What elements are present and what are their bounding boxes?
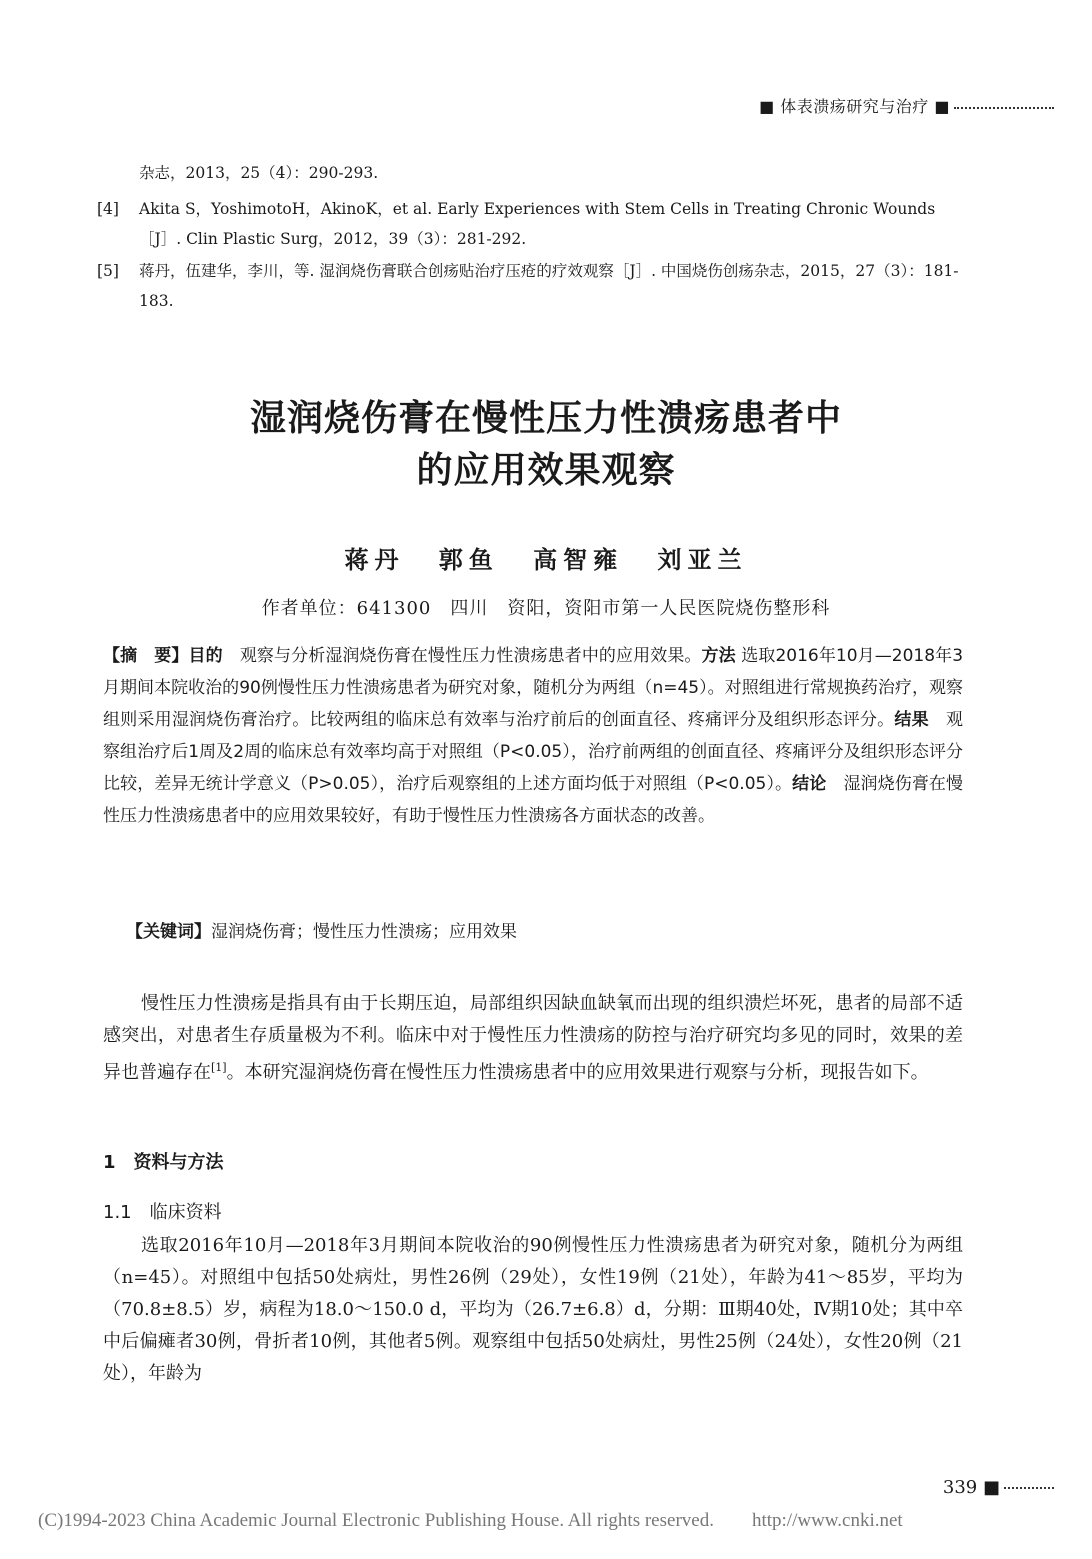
clinical-paragraph: 选取2016年10月—2018年3月期间本院收治的90例慢性压力性溃疡患者为研究对象，随机分为两组（n=45）。对照组中包括50处病灶，男性26例（29处），女性19例（21处），年龄为41～85岁，平均为（70.8±8.5）岁，病程为18.0～150.0 d，平均为（26.7±6.8）d，分期：Ⅲ期40处，Ⅳ期10处；其中卒中后偏瘫者30例，骨折者10例，其他者5例。观察组中包括50处病灶，男性25例（24处），女性20例（21处），年龄为 xyxy=(103,1235,964,1384)
reference-item xyxy=(97,194,977,254)
conclusion-text: 湿润烧伤膏在慢性压力性溃疡患者中的应用效果较好，有助于慢性压力性溃疡各方面状态的改善。 xyxy=(103,774,964,826)
reference-continuation xyxy=(97,158,977,188)
intro-text: 慢性压力性溃疡是指具有由于长期压迫，局部组织因缺血缺氧而出现的组织溃烂坏死，患者的局部不适感突出，对患者生存质量极为不利。临床中对于慢性压力性溃疡的防控与治疗研究均多见的同时，效果的差异也普遍存在 xyxy=(103,993,963,1083)
keywords xyxy=(126,917,517,942)
result-label: 结果 xyxy=(894,710,929,730)
article-title-line2: 的应用效果观察 xyxy=(416,449,676,491)
subsection-heading: 1.1 临床资料 xyxy=(103,1202,222,1223)
abstract-label: 【摘 要】 xyxy=(103,646,189,666)
reference-text: 蒋丹，伍建华，李川，等. 湿润烧伤膏联合创疡贴治疗压疮的疗效观察［J］. 中国烧伤创疡杂志，2015，27（3）：181-183. xyxy=(139,262,959,310)
section-label: ■ 体表溃疡研究与治疗 ■ xyxy=(759,97,950,116)
running-header xyxy=(759,94,1054,117)
page-dots xyxy=(1004,1487,1054,1489)
citation-marker: [1] xyxy=(211,1061,227,1074)
reference-text: 杂志，2013，25（4）：290-293. xyxy=(139,164,379,182)
result-text: 观察组治疗后1周及2周的临床总有效率均高于对照组（P<0.05），治疗前两组的创面直径、疼痛评分及组织形态评分比较，差异无统计学意义（P>0.05），治疗后观察组的上述方面均低于对照组（P<0.05）。 xyxy=(103,710,964,794)
keywords-text: 湿润烧伤膏；慢性压力性溃疡；应用效果 xyxy=(211,922,517,942)
intro-tail: 。本研究湿润烧伤膏在慢性压力性溃疡患者中的应用效果进行观察与分析，现报告如下。 xyxy=(226,1062,929,1083)
page-number: 339 ■ xyxy=(943,1477,1054,1498)
purpose-label: 目的 xyxy=(188,646,223,666)
article-authors: 蒋丹 郭鱼 高智雍 刘亚兰 xyxy=(344,545,748,574)
reference-item xyxy=(97,256,977,316)
reference-text: Akita S，YoshimotoH，AkinoK，et al. Early Experiences with Stem Cells in Treating Chronic Wounds［J］. Clin Plastic Surg，2012，39（3）：281-292. xyxy=(139,200,936,248)
header-dots xyxy=(954,107,1054,109)
page-number-text: 339 xyxy=(942,1477,978,1498)
section-heading: 1 资料与方法 xyxy=(103,1152,224,1173)
intro-paragraph xyxy=(103,988,963,1089)
keywords-label: 【关键词】 xyxy=(126,922,211,942)
article-title-line1: 湿润烧伤膏在慢性压力性溃疡患者中 xyxy=(249,397,842,439)
conclusion-label: 结论 xyxy=(792,774,827,794)
copyright-footer: (C)1994-2023 China Academic Journal Electronic Publishing House. All rights reserved. http://www.cnki.net xyxy=(38,1510,903,1531)
method-label: 方法 xyxy=(701,646,736,666)
method-text: 选取2016年10月—2018年3月期间本院收治的90例慢性压力性溃疡患者为研究对象，随机分为两组（n=45）。对照组进行常规换药治疗，观察组则采用湿润烧伤膏治疗。比较两组的临床总有效率与治疗前后的创面直径、疼痛评分及组织形态评分。 xyxy=(103,646,964,730)
abstract xyxy=(103,640,963,832)
author-affiliation: 作者单位：641300 四川 资阳，资阳市第一人民医院烧伤整形科 xyxy=(261,598,831,619)
reference-number: [5] xyxy=(97,262,119,280)
reference-number: [4] xyxy=(97,200,119,218)
purpose-text: 观察与分析湿润烧伤膏在慢性压力性溃疡患者中的应用效果。 xyxy=(239,646,702,666)
